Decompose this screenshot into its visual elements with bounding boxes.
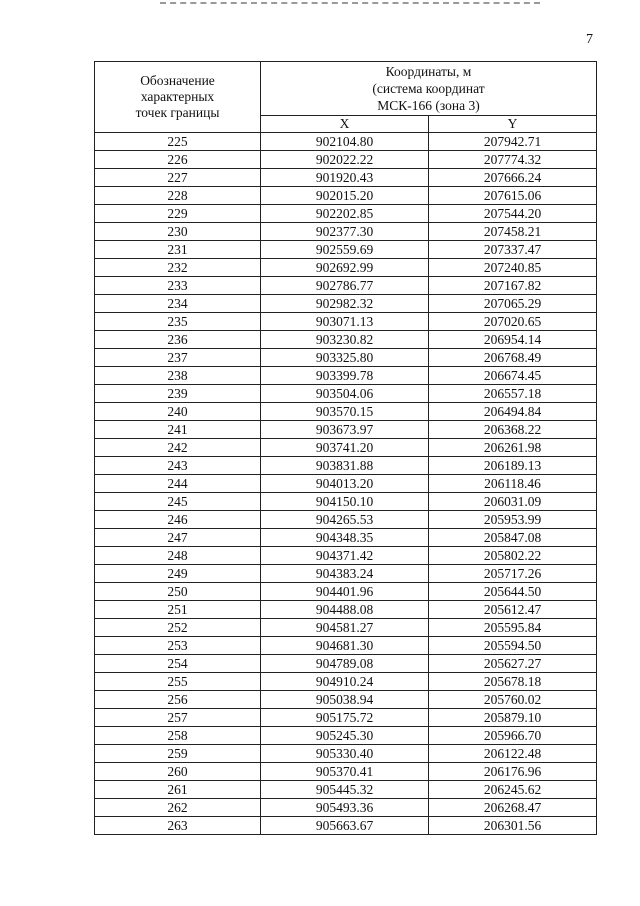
table-row bbox=[95, 295, 597, 313]
table-row bbox=[95, 421, 597, 439]
y-coordinate-cell: 207167.82 bbox=[429, 277, 597, 295]
y-coordinate-cell: 206268.47 bbox=[429, 799, 597, 817]
y-coordinate-cell: 206122.48 bbox=[429, 745, 597, 763]
table-row bbox=[95, 367, 597, 385]
point-number-cell: 240 bbox=[95, 403, 261, 421]
x-coordinate-cell: 903741.20 bbox=[261, 439, 429, 457]
point-number-cell: 245 bbox=[95, 493, 261, 511]
y-coordinate-cell: 206118.46 bbox=[429, 475, 597, 493]
table-row bbox=[95, 457, 597, 475]
x-coordinate-cell: 903325.80 bbox=[261, 349, 429, 367]
y-coordinate-cell: 205678.18 bbox=[429, 673, 597, 691]
point-number-cell: 226 bbox=[95, 151, 261, 169]
y-coordinate-cell: 207240.85 bbox=[429, 259, 597, 277]
x-coordinate-cell: 902015.20 bbox=[261, 187, 429, 205]
top-edge-rule bbox=[160, 2, 540, 4]
x-coordinate-cell: 903071.13 bbox=[261, 313, 429, 331]
point-number-cell: 259 bbox=[95, 745, 261, 763]
table-row bbox=[95, 691, 597, 709]
table-row bbox=[95, 619, 597, 637]
point-number-cell: 251 bbox=[95, 601, 261, 619]
table-row bbox=[95, 133, 597, 151]
y-coordinate-cell: 205595.84 bbox=[429, 619, 597, 637]
y-coordinate-cell: 206368.22 bbox=[429, 421, 597, 439]
point-number-cell: 237 bbox=[95, 349, 261, 367]
y-coordinate-cell: 206301.56 bbox=[429, 817, 597, 835]
table-row bbox=[95, 745, 597, 763]
point-number-cell: 261 bbox=[95, 781, 261, 799]
point-number-cell: 228 bbox=[95, 187, 261, 205]
point-number-cell: 238 bbox=[95, 367, 261, 385]
table-row bbox=[95, 637, 597, 655]
coordinates-table bbox=[94, 61, 597, 835]
y-coordinate-cell: 206494.84 bbox=[429, 403, 597, 421]
x-coordinate-cell: 902104.80 bbox=[261, 133, 429, 151]
point-number-cell: 249 bbox=[95, 565, 261, 583]
x-coordinate-cell: 904910.24 bbox=[261, 673, 429, 691]
point-number-cell: 252 bbox=[95, 619, 261, 637]
table-row bbox=[95, 439, 597, 457]
header-x: X bbox=[261, 116, 429, 133]
x-coordinate-cell: 905445.32 bbox=[261, 781, 429, 799]
x-coordinate-cell: 904681.30 bbox=[261, 637, 429, 655]
y-coordinate-cell: 205644.50 bbox=[429, 583, 597, 601]
table-row bbox=[95, 403, 597, 421]
point-number-cell: 248 bbox=[95, 547, 261, 565]
x-coordinate-cell: 902202.85 bbox=[261, 205, 429, 223]
table-row bbox=[95, 565, 597, 583]
header-coordinates: Координаты, м (система координат МСК-166 (зона 3) bbox=[261, 62, 597, 116]
y-coordinate-cell: 207337.47 bbox=[429, 241, 597, 259]
header-row bbox=[95, 62, 597, 116]
x-coordinate-cell: 905245.30 bbox=[261, 727, 429, 745]
point-number-cell: 230 bbox=[95, 223, 261, 241]
table-row bbox=[95, 781, 597, 799]
point-number-cell: 257 bbox=[95, 709, 261, 727]
table-row bbox=[95, 205, 597, 223]
point-number-cell: 229 bbox=[95, 205, 261, 223]
table-row bbox=[95, 511, 597, 529]
y-coordinate-cell: 206954.14 bbox=[429, 331, 597, 349]
y-coordinate-cell: 206176.96 bbox=[429, 763, 597, 781]
table-row bbox=[95, 475, 597, 493]
y-coordinate-cell: 206245.62 bbox=[429, 781, 597, 799]
x-coordinate-cell: 903230.82 bbox=[261, 331, 429, 349]
y-coordinate-cell: 207544.20 bbox=[429, 205, 597, 223]
table-body bbox=[95, 133, 597, 835]
x-coordinate-cell: 905493.36 bbox=[261, 799, 429, 817]
y-coordinate-cell: 205847.08 bbox=[429, 529, 597, 547]
table-row bbox=[95, 349, 597, 367]
x-coordinate-cell: 904371.42 bbox=[261, 547, 429, 565]
x-coordinate-cell: 902377.30 bbox=[261, 223, 429, 241]
point-number-cell: 232 bbox=[95, 259, 261, 277]
x-coordinate-cell: 902022.22 bbox=[261, 151, 429, 169]
point-number-cell: 241 bbox=[95, 421, 261, 439]
header-y: Y bbox=[429, 116, 597, 133]
point-number-cell: 236 bbox=[95, 331, 261, 349]
table-row bbox=[95, 223, 597, 241]
point-number-cell: 225 bbox=[95, 133, 261, 151]
y-coordinate-cell: 205879.10 bbox=[429, 709, 597, 727]
point-number-cell: 233 bbox=[95, 277, 261, 295]
point-number-cell: 263 bbox=[95, 817, 261, 835]
y-coordinate-cell: 206557.18 bbox=[429, 385, 597, 403]
y-coordinate-cell: 205953.99 bbox=[429, 511, 597, 529]
y-coordinate-cell: 205627.27 bbox=[429, 655, 597, 673]
x-coordinate-cell: 905370.41 bbox=[261, 763, 429, 781]
x-coordinate-cell: 903673.97 bbox=[261, 421, 429, 439]
x-coordinate-cell: 905175.72 bbox=[261, 709, 429, 727]
y-coordinate-cell: 206189.13 bbox=[429, 457, 597, 475]
table-row bbox=[95, 313, 597, 331]
y-coordinate-cell: 205717.26 bbox=[429, 565, 597, 583]
y-coordinate-cell: 205802.22 bbox=[429, 547, 597, 565]
x-coordinate-cell: 902692.99 bbox=[261, 259, 429, 277]
table-row bbox=[95, 277, 597, 295]
table-header bbox=[95, 62, 597, 133]
x-coordinate-cell: 903504.06 bbox=[261, 385, 429, 403]
x-coordinate-cell: 903399.78 bbox=[261, 367, 429, 385]
table-row bbox=[95, 601, 597, 619]
point-number-cell: 243 bbox=[95, 457, 261, 475]
x-coordinate-cell: 905330.40 bbox=[261, 745, 429, 763]
y-coordinate-cell: 205612.47 bbox=[429, 601, 597, 619]
point-number-cell: 254 bbox=[95, 655, 261, 673]
x-coordinate-cell: 903831.88 bbox=[261, 457, 429, 475]
table-row bbox=[95, 187, 597, 205]
table-row bbox=[95, 763, 597, 781]
point-number-cell: 227 bbox=[95, 169, 261, 187]
point-number-cell: 244 bbox=[95, 475, 261, 493]
point-number-cell: 246 bbox=[95, 511, 261, 529]
y-coordinate-cell: 207065.29 bbox=[429, 295, 597, 313]
x-coordinate-cell: 904789.08 bbox=[261, 655, 429, 673]
table-row bbox=[95, 673, 597, 691]
y-coordinate-cell: 207666.24 bbox=[429, 169, 597, 187]
table-row bbox=[95, 385, 597, 403]
x-coordinate-cell: 904401.96 bbox=[261, 583, 429, 601]
point-number-cell: 260 bbox=[95, 763, 261, 781]
point-number-cell: 242 bbox=[95, 439, 261, 457]
point-number-cell: 250 bbox=[95, 583, 261, 601]
y-coordinate-cell: 205760.02 bbox=[429, 691, 597, 709]
y-coordinate-cell: 206261.98 bbox=[429, 439, 597, 457]
y-coordinate-cell: 207615.06 bbox=[429, 187, 597, 205]
table-row bbox=[95, 151, 597, 169]
point-number-cell: 258 bbox=[95, 727, 261, 745]
table-row bbox=[95, 241, 597, 259]
x-coordinate-cell: 904265.53 bbox=[261, 511, 429, 529]
table-row bbox=[95, 493, 597, 511]
page-number: 7 bbox=[586, 32, 593, 47]
table-row bbox=[95, 583, 597, 601]
table-row bbox=[95, 547, 597, 565]
y-coordinate-cell: 206031.09 bbox=[429, 493, 597, 511]
y-coordinate-cell: 207020.65 bbox=[429, 313, 597, 331]
point-number-cell: 255 bbox=[95, 673, 261, 691]
point-number-cell: 235 bbox=[95, 313, 261, 331]
x-coordinate-cell: 902559.69 bbox=[261, 241, 429, 259]
table-row bbox=[95, 727, 597, 745]
point-number-cell: 256 bbox=[95, 691, 261, 709]
table-row bbox=[95, 331, 597, 349]
y-coordinate-cell: 207458.21 bbox=[429, 223, 597, 241]
table-row bbox=[95, 169, 597, 187]
table-row bbox=[95, 529, 597, 547]
x-coordinate-cell: 904581.27 bbox=[261, 619, 429, 637]
point-number-cell: 239 bbox=[95, 385, 261, 403]
y-coordinate-cell: 207774.32 bbox=[429, 151, 597, 169]
table-row bbox=[95, 259, 597, 277]
x-coordinate-cell: 904013.20 bbox=[261, 475, 429, 493]
x-coordinate-cell: 904488.08 bbox=[261, 601, 429, 619]
y-coordinate-cell: 206768.49 bbox=[429, 349, 597, 367]
x-coordinate-cell: 902786.77 bbox=[261, 277, 429, 295]
table-row bbox=[95, 817, 597, 835]
x-coordinate-cell: 905038.94 bbox=[261, 691, 429, 709]
y-coordinate-cell: 206674.45 bbox=[429, 367, 597, 385]
y-coordinate-cell: 207942.71 bbox=[429, 133, 597, 151]
table-row bbox=[95, 655, 597, 673]
point-number-cell: 253 bbox=[95, 637, 261, 655]
table-row bbox=[95, 799, 597, 817]
point-number-cell: 231 bbox=[95, 241, 261, 259]
x-coordinate-cell: 902982.32 bbox=[261, 295, 429, 313]
table-row bbox=[95, 709, 597, 727]
x-coordinate-cell: 904150.10 bbox=[261, 493, 429, 511]
point-number-cell: 262 bbox=[95, 799, 261, 817]
x-coordinate-cell: 901920.43 bbox=[261, 169, 429, 187]
point-number-cell: 234 bbox=[95, 295, 261, 313]
x-coordinate-cell: 905663.67 bbox=[261, 817, 429, 835]
y-coordinate-cell: 205594.50 bbox=[429, 637, 597, 655]
point-number-cell: 247 bbox=[95, 529, 261, 547]
x-coordinate-cell: 903570.15 bbox=[261, 403, 429, 421]
x-coordinate-cell: 904348.35 bbox=[261, 529, 429, 547]
y-coordinate-cell: 205966.70 bbox=[429, 727, 597, 745]
header-point-designation: Обозначение характерных точек границы bbox=[95, 62, 261, 133]
x-coordinate-cell: 904383.24 bbox=[261, 565, 429, 583]
